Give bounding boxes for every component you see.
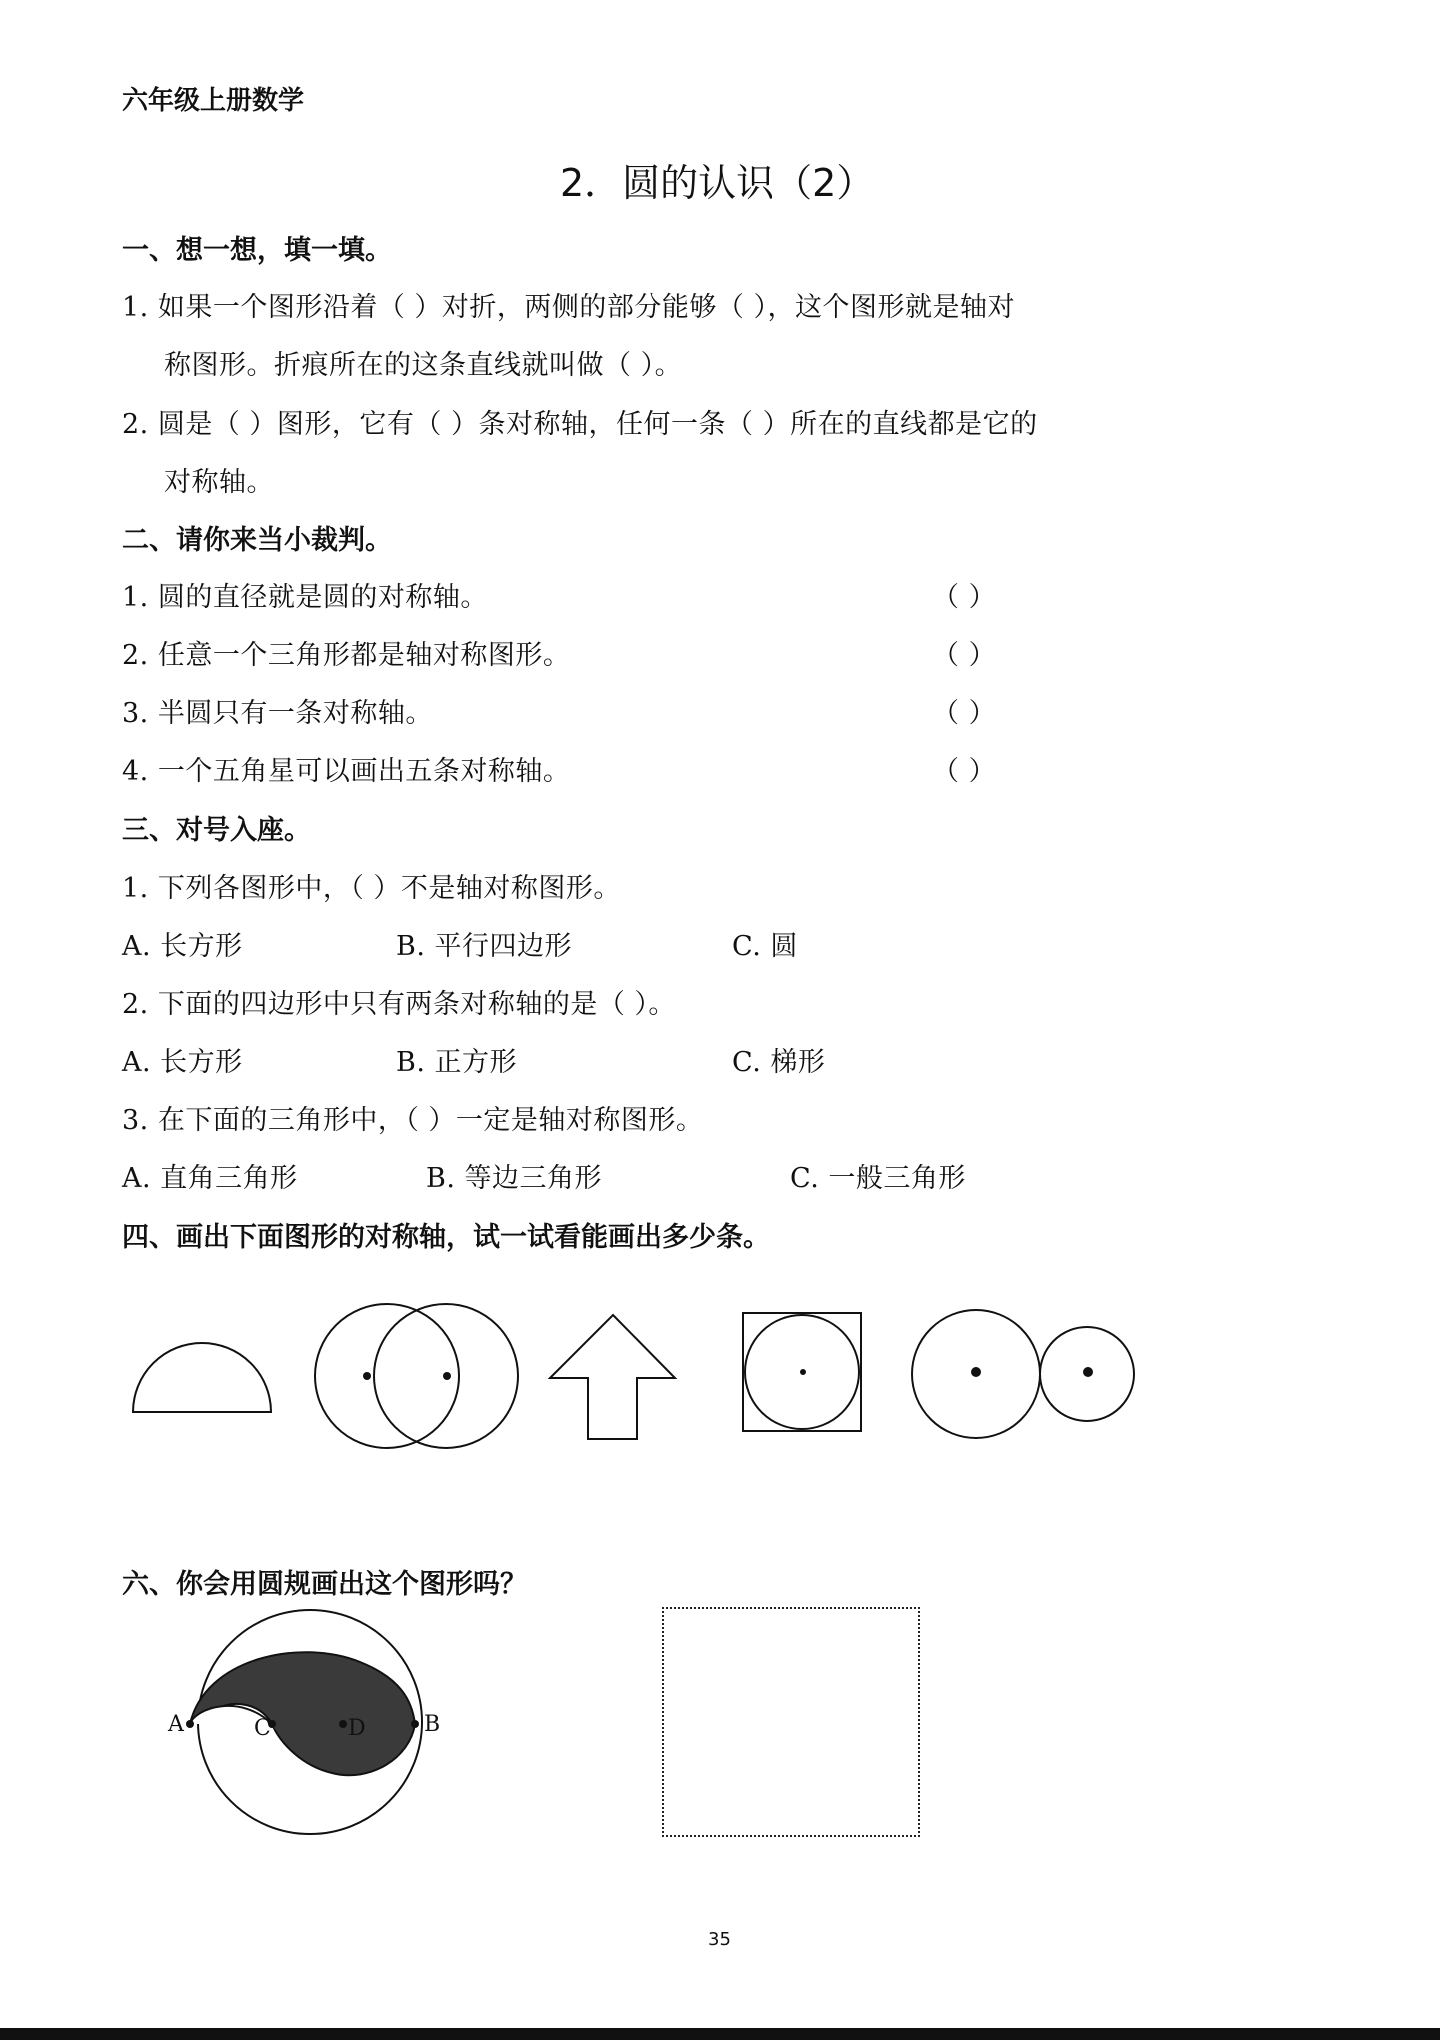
page-number: 35 <box>708 1929 731 1950</box>
point-label-b: B <box>424 1712 441 1737</box>
choice-q1-option-c[interactable]: C. 圆 <box>732 931 798 962</box>
choice-q3-stem: 3. 在下面的三角形中，（ ）一定是轴对称图形。 <box>122 1105 704 1136</box>
overlap-circle-left <box>315 1304 459 1448</box>
choice-q3-option-a[interactable]: A. 直角三角形 <box>122 1163 298 1194</box>
section1-q2-line1: 2. 圆是（ ）图形，它有（ ）条对称轴，任何一条（ ）所在的直线都是它的 <box>122 409 1038 440</box>
center-dot <box>971 1367 981 1377</box>
center-dot <box>363 1372 371 1380</box>
choice-q3-option-c[interactable]: C. 一般三角形 <box>790 1163 966 1194</box>
point-label-d: D <box>348 1716 367 1741</box>
judge-item-3: 3. 半圆只有一条对称轴。 <box>122 698 433 729</box>
center-dot <box>443 1372 451 1380</box>
section1-q1-line1: 1. 如果一个图形沿着（ ）对折，两侧的部分能够（ ），这个图形就是轴对 <box>122 292 1016 323</box>
section3-heading: 三、对号入座。 <box>122 815 311 846</box>
semicircle-figure <box>133 1343 271 1412</box>
judge-blank-2[interactable]: （ ） <box>932 640 997 671</box>
choice-q1-option-b[interactable]: B. 平行四边形 <box>396 931 573 962</box>
center-dot <box>800 1369 806 1375</box>
arrow-figure <box>550 1315 675 1439</box>
symmetry-figures <box>0 1290 1440 1490</box>
section1-heading: 一、想一想，填一填。 <box>122 235 392 266</box>
section1-q1-line2: 称图形。折痕所在的这条直线就叫做（ ）。 <box>164 350 683 381</box>
point-label-c: C <box>254 1716 272 1741</box>
point-label-a: A <box>168 1712 185 1737</box>
judge-item-2: 2. 任意一个三角形都是轴对称图形。 <box>122 640 571 671</box>
judge-item-1: 1. 圆的直径就是圆的对称轴。 <box>122 582 488 613</box>
choice-q1-stem: 1. 下列各图形中，（ ）不是轴对称图形。 <box>122 873 621 904</box>
judge-blank-3[interactable]: （ ） <box>932 698 997 729</box>
drawing-area[interactable] <box>662 1607 920 1837</box>
judge-blank-1[interactable]: （ ） <box>932 582 997 613</box>
bottom-bar <box>0 2028 1440 2040</box>
choice-q2-option-c[interactable]: C. 梯形 <box>732 1047 826 1078</box>
section1-q2-line2: 对称轴。 <box>164 467 274 498</box>
choice-q1-option-a[interactable]: A. 长方形 <box>122 931 243 962</box>
section6-heading: 六、你会用圆规画出这个图形吗？ <box>122 1569 527 1600</box>
choice-q2-option-a[interactable]: A. 长方形 <box>122 1047 243 1078</box>
choice-q2-option-b[interactable]: B. 正方形 <box>396 1047 518 1078</box>
judge-item-4: 4. 一个五角星可以画出五条对称轴。 <box>122 756 571 787</box>
judge-blank-4[interactable]: （ ） <box>932 756 997 787</box>
section4-heading: 四、画出下面图形的对称轴，试一试看能画出多少条。 <box>122 1222 770 1253</box>
choice-q3-option-b[interactable]: B. 等边三角形 <box>426 1163 603 1194</box>
center-dot <box>1083 1367 1093 1377</box>
section2-heading: 二、请你来当小裁判。 <box>122 525 392 556</box>
page-title: 2．圆的认识（2） <box>560 161 875 205</box>
subject-header: 六年级上册数学 <box>122 86 305 116</box>
yin-yang-figure <box>160 1608 460 1868</box>
choice-q2-stem: 2. 下面的四边形中只有两条对称轴的是（ ）。 <box>122 989 676 1020</box>
